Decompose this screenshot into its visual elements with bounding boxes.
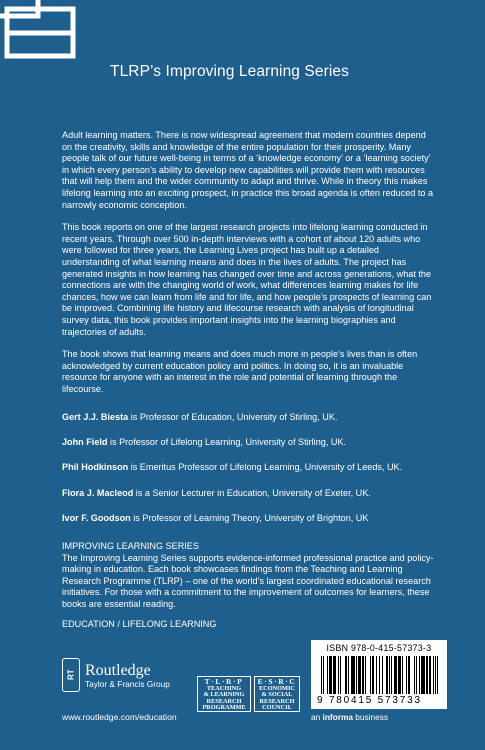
author-role: is Professor of Learning Theory, University of Brighton, UK: [130, 512, 369, 523]
isbn-barcode: [311, 640, 447, 709]
tlrp-line: RESEARCH: [206, 697, 242, 705]
author-role: is a Senior Lecturer in Education, University of Exeter, UK.: [133, 487, 371, 498]
blurb-paragraph: The book shows that learning means and does much more in people’s lives than is often acknowledged by current education policy and politics. In doing so, it is an invaluable resource for anyone with an interest in the role and potential of learning through the lifecourse.: [62, 349, 418, 394]
subject-category: EDUCATION / LIFELONG LEARNING: [62, 619, 217, 629]
author-name: Ivor F. Goodson: [62, 512, 131, 523]
series-text: The Improving Learning Series supports evidence-informed professional practice and policy-making in education. Each book showcases findings from the Teaching and Learning Research Programme (TLRP) – one of the world’s largest coordinated educational research initiatives. For those with a commitment to the improvement of outcomes for learners, these books are essential reading.: [62, 552, 434, 609]
isbn-label: ISBN 978-0-415-57373-3: [326, 643, 432, 653]
blurb-paragraph: Adult learning matters. There is now widespread agreement that modern countries depend on the creativity, skills and knowledge of the entire population for their prosperity. Many people talk of our future well-being in terms of a ‘knowledge economy’ or a ‘learning society’ in which every person’s ability to develop new capabilities will provide them with resources that will help them and the wider community to adapt and thrive. While in theory this makes lifelong learning into an exciting prospect, in practice this broad agenda is often reduced to a narrowly economic conception.: [62, 130, 434, 210]
esrc-line: COUNCIL: [262, 704, 292, 712]
author-entry: [62, 412, 438, 424]
author-role: is Professor of Education, University of Stirling, UK.: [128, 412, 338, 422]
author-name: Gert J.J. Biesta: [62, 412, 129, 422]
series-heading: IMPROVING LEARNING SERIES: [62, 541, 199, 551]
author-name: Flora J. Macleod: [62, 487, 134, 498]
author-entry: [62, 513, 438, 525]
author-entry: [62, 462, 438, 474]
informa-brand: informa: [322, 712, 353, 722]
series-logo-icon: [0, 0, 80, 62]
series-description: [62, 541, 438, 611]
series-title: TLRP’s Improving Learning Series: [110, 63, 349, 80]
esrc-line: RESEARCH: [259, 697, 295, 705]
blurb-paragraph: This book reports on one of the largest research projects into lifelong learning conducted in recent years. Through over 500 in-depth interviews with a cohort of about 120 adults who were followed for three years, the Learning Lives project has built up a detailed understanding of what learning means and does in the lives of adults. The project has generated insights in how learning has changed over time and across generations, what the connections are with the changing world of work, what differences learning makes for life chances, how we can learn from life and for life, and how people’s prospects of learning can be improved. Combining life history and lifecourse research with analysis of longitudinal survey data, this book provides important insights into the learning biographies and trajectories of adults.: [62, 222, 432, 337]
tlrp-abbr: T·L·R·P: [204, 677, 244, 686]
esrc-line: ECONOMIC: [258, 685, 296, 692]
blurb: [62, 130, 438, 406]
author-list: [62, 412, 438, 538]
author-role: is Emeritus Professor of Lifelong Learning, University of Leeds, UK.: [128, 462, 403, 473]
publisher-logo: [62, 658, 170, 692]
publisher-group: Taylor & Francis Group: [85, 678, 170, 689]
informa-tagline: [311, 712, 388, 722]
esrc-logo: [254, 676, 300, 712]
tlrp-line: PROGRAMME: [202, 704, 246, 712]
esrc-line: & SOCIAL: [261, 691, 293, 699]
informa-suffix: business: [352, 712, 389, 722]
author-name: John Field: [62, 437, 108, 448]
author-entry: [62, 488, 438, 500]
barcode-digits: 9 780415 573733: [317, 695, 422, 706]
routledge-badge-icon: RT: [62, 658, 80, 692]
esrc-abbr: E·S·R·C: [257, 677, 297, 686]
author-name: Phil Hodkinson: [62, 462, 129, 473]
author-role: is Professor of Lifelong Learning, University of Stirling, UK.: [107, 437, 347, 448]
barcode-icon: [321, 656, 439, 694]
tlrp-logo: [197, 676, 251, 712]
publisher-website: www.routledge.com/education: [62, 712, 177, 722]
informa-prefix: an: [311, 712, 323, 722]
publisher-name: Routledge: [85, 661, 151, 679]
author-entry: [62, 437, 438, 449]
tlrp-line: & LEARNING: [203, 691, 245, 699]
tlrp-line: TEACHING: [206, 685, 242, 692]
